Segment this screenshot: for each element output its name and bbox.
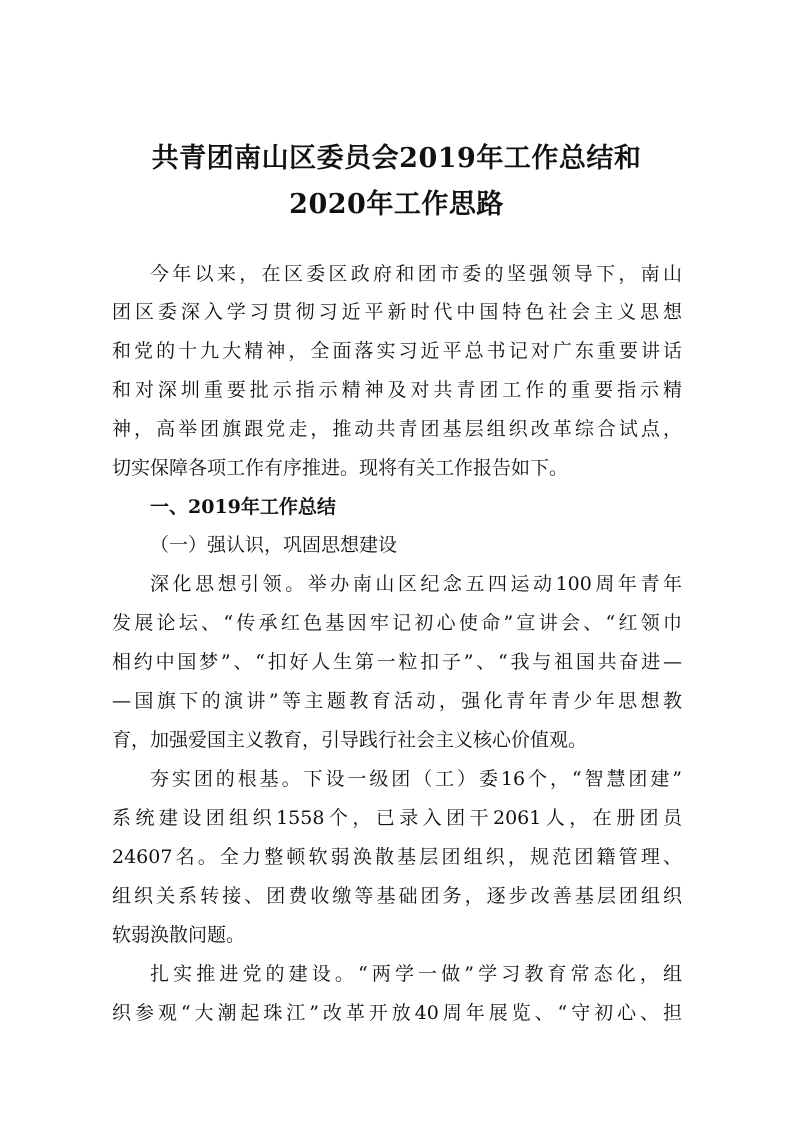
title-line-2: 2020年工作思路 [289,189,504,220]
paragraph-line: 今年以来，在区委区政府和团市委的坚强领导下，南山 [150,263,682,285]
paragraph-line: 织参观“大潮起珠江”改革开放40周年展览、“守初心、担 [112,1002,682,1024]
document-title [0,136,793,228]
section-heading: 一、2019年工作总结 [150,496,336,518]
paragraph-line: 夯实团的根基。下设一级团（工）委16个，“智慧团建” [150,768,682,790]
paragraph-line: 育，加强爱国主义教育，引导践行社会主义核心价值观。 [112,729,588,751]
paragraph-line: 深化思想引领。举办南山区纪念五四运动100周年青年 [150,573,682,595]
paragraph-line: 组织关系转接、团费收缴等基础团务，逐步改善基层团组织 [112,885,682,907]
paragraph-line: 系统建设团组织1558个，已录入团干2061人，在册团员 [112,807,682,829]
paragraph-line: 团区委深入学习贯彻习近平新时代中国特色社会主义思想 [112,301,682,323]
paragraph-line: 发展论坛、“传承红色基因牢记初心使命”宣讲会、“红领巾 [112,612,682,634]
paragraph-line: 24607名。全力整顿软弱涣散基层团组织，规范团籍管理、 [112,846,682,868]
paragraph-line: 相约中国梦”、“扣好人生第一粒扣子”、“我与祖国共奋进— [112,651,682,673]
paragraph-line: —国旗下的演讲”等主题教育活动，强化青年青少年思想教 [112,690,682,712]
paragraph-line: 和党的十九大精神，全面落实习近平总书记对广东重要讲话 [112,340,682,362]
paragraph-line: 神，高举团旗跟党走，推动共青团基层组织改革综合试点， [112,418,682,440]
paragraph-line: 和对深圳重要批示指示精神及对共青团工作的重要指示精 [112,379,682,401]
paragraph-line: （一）强认识，巩固思想建设 [150,534,398,556]
title-line-1: 共青团南山区委员会2019年工作总结和 [151,143,642,174]
paragraph-line: 软弱涣散问题。 [112,924,246,946]
paragraph-line: 切实保障各项工作有序推进。现将有关工作报告如下。 [112,457,569,479]
paragraph-line: 扎实推进党的建设。“两学一做”学习教育常态化，组 [150,963,682,985]
